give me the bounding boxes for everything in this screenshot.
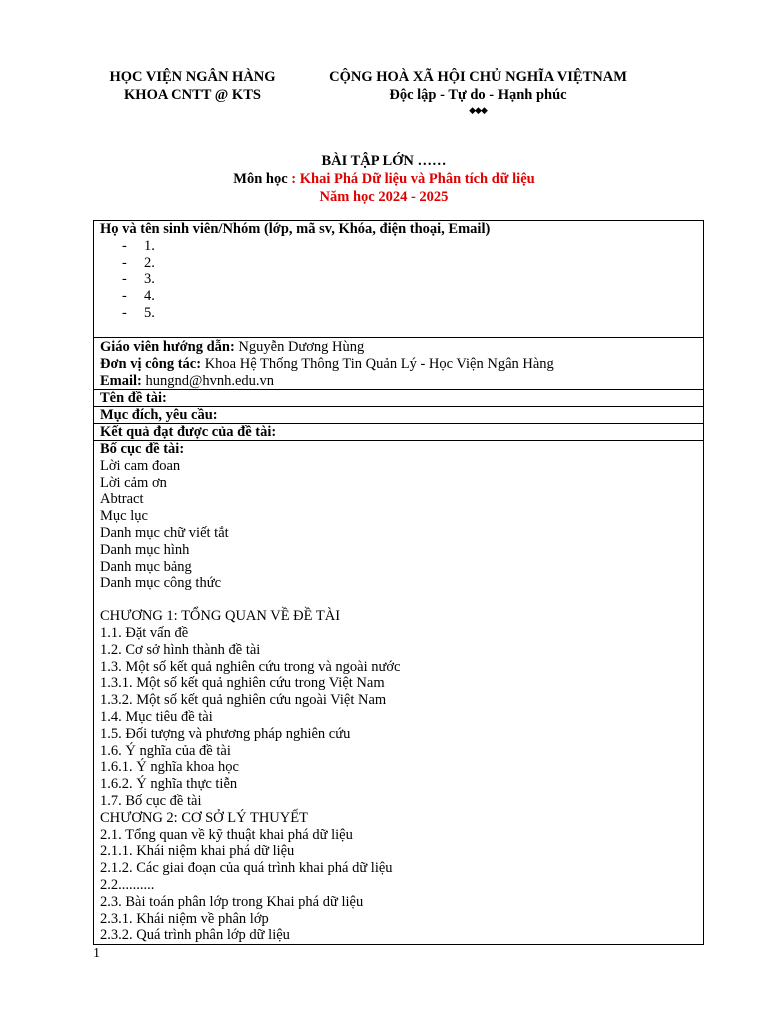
advisor-label: Giáo viên hướng dẫn: <box>100 339 235 355</box>
subject-name: : Khai Phá Dữ liệu và Phân tích dữ liệu <box>291 171 535 187</box>
list-item <box>100 255 697 272</box>
list-item: 1.3. Một số kết quả nghiên cứu trong và ngoài nước <box>100 658 401 675</box>
assignment-title: BÀI TẬP LỚN …… <box>321 153 447 169</box>
structure-section <box>94 441 703 944</box>
front-matter-list <box>100 458 697 592</box>
assignment-info-table <box>93 220 704 945</box>
email-label: Email: <box>100 372 142 389</box>
academic-year: Năm học 2024 - 2025 <box>319 189 449 205</box>
unit-label: Đơn vị công tác: <box>100 355 202 372</box>
list-item: 1.3.1. Một số kết quả nghiên cứu trong Việt Nam <box>100 675 385 692</box>
list-item: Abtract <box>100 491 144 508</box>
subject-line <box>0 170 768 188</box>
email-value: hungnd@hvnh.edu.vn <box>141 372 275 389</box>
dash-bullet: - <box>122 237 127 254</box>
dash-bullet: - <box>122 288 127 305</box>
list-item <box>100 271 697 288</box>
list-item: 2.1. Tổng quan về kỹ thuật khai phá dữ liệu <box>100 826 353 843</box>
list-item: 1.5. Đối tượng và phương pháp nghiên cứu <box>100 725 351 742</box>
list-item <box>100 305 697 322</box>
list-item: 1.6.1. Ý nghĩa khoa học <box>100 759 239 776</box>
list-item: 1.6. Ý nghĩa của đề tài <box>100 742 231 759</box>
structure-label: Bố cục đề tài: <box>100 441 185 457</box>
dash-bullet: - <box>122 254 127 271</box>
advisor-line <box>100 339 697 356</box>
advisor-value: Nguyễn Dương Hùng <box>234 339 365 355</box>
national-title: CỘNG HOÀ XÃ HỘI CHỦ NGHĨA VIỆTNAM <box>329 69 627 85</box>
faculty-name: KHOA CNTT @ KTS <box>124 87 261 103</box>
list-item: 1.4. Mục tiêu đề tài <box>100 708 213 725</box>
unit-line <box>100 356 697 373</box>
member-number: 2. <box>144 254 155 271</box>
member-number: 3. <box>144 271 155 288</box>
email-line <box>100 373 697 390</box>
dash-bullet: - <box>122 304 127 321</box>
list-item: Danh mục bảng <box>100 558 192 575</box>
purpose-field: Mục đích, yêu cầu: <box>94 407 703 424</box>
list-item: 2.3. Bài toán phân lớp trong Khai phá dữ liệu <box>100 893 364 910</box>
list-item: Lời cam đoan <box>100 457 181 474</box>
list-item: 2.3.1. Khái niệm về phân lớp <box>100 910 269 927</box>
list-item: Mục lục <box>100 508 148 525</box>
unit-value: Khoa Hệ Thống Thông Tin Quản Lý - Học Viện Ngân Hàng <box>201 355 554 372</box>
list-item: 1.3.2. Một số kết quả nghiên cứu ngoài Việt Nam <box>100 692 387 709</box>
dash-bullet: - <box>122 271 127 288</box>
member-number: 1. <box>144 237 155 254</box>
list-item: 2.1.2. Các giai đoạn của quá trình khai phá dữ liệu <box>100 860 393 877</box>
list-item: 2.1.1. Khái niệm khai phá dữ liệu <box>100 843 295 860</box>
topic-field: Tên đề tài: <box>94 390 703 407</box>
list-item: Danh mục công thức <box>100 575 222 592</box>
advisor-section <box>94 338 703 390</box>
list-item: 2.2.......... <box>100 876 155 893</box>
list-item: Lời cảm ơn <box>100 474 167 491</box>
diamond-ornament-icon: ◆◆◆ <box>469 105 487 115</box>
list-item: 1.6.2. Ý nghĩa thực tiễn <box>100 776 238 793</box>
national-motto: Độc lập - Tự do - Hạnh phúc <box>389 87 567 103</box>
member-list <box>100 238 697 322</box>
chapter-heading: CHƯƠNG 2: CƠ SỞ LÝ THUYẾT <box>100 809 308 826</box>
result-field: Kết quả đạt được của đề tài: <box>94 424 703 441</box>
list-item: Danh mục hình <box>100 541 190 558</box>
member-number: 5. <box>144 304 155 321</box>
list-item <box>100 288 697 305</box>
member-number: 4. <box>144 288 155 305</box>
institution-header <box>80 68 305 104</box>
subject-prefix: Môn học <box>233 171 288 187</box>
national-header <box>318 68 638 116</box>
list-item: 1.2. Cơ sở hình thành đề tài <box>100 641 261 658</box>
page-number: 1 <box>93 946 100 961</box>
institution-name: HỌC VIỆN NGÂN HÀNG <box>109 69 276 85</box>
student-section <box>94 221 703 338</box>
list-item <box>100 238 697 255</box>
list-item: Danh mục chữ viết tắt <box>100 524 229 541</box>
spacer <box>100 592 697 608</box>
assignment-title-block <box>0 152 768 206</box>
list-item: 1.7. Bố cục đề tài <box>100 792 202 809</box>
list-item: 1.1. Đặt vấn đề <box>100 624 189 641</box>
list-item: 2.3.2. Quá trình phân lớp dữ liệu <box>100 927 290 944</box>
student-label: Họ và tên sinh viên/Nhóm (lớp, mã sv, Khóa, điện thoại, Email) <box>100 221 491 237</box>
chapter-outline <box>100 608 697 944</box>
chapter-heading: CHƯƠNG 1: TỔNG QUAN VỀ ĐỀ TÀI <box>100 608 341 625</box>
